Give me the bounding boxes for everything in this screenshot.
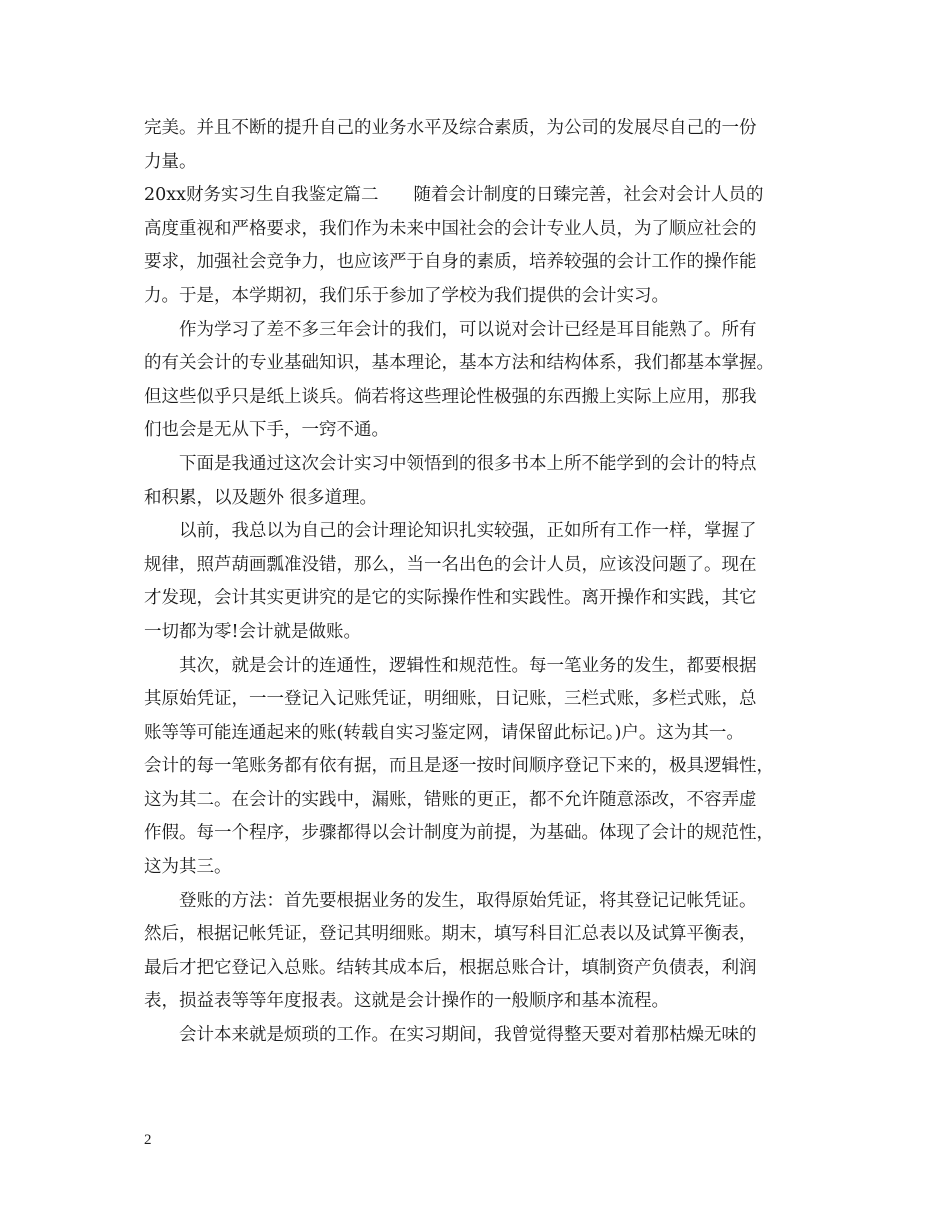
- text-line: 最后才把它登记入总账。结转其成本后，根据总账合计，填制资产负债表，利润: [144, 957, 757, 978]
- text-line: 作为学习了差不多三年会计的我们，可以说对会计已经是耳目能熟了。所有: [144, 319, 757, 340]
- text-line: 这为其二。在会计的实践中，漏账，错账的更正，都不允许随意添改，不容弄虚: [144, 789, 757, 810]
- text-line: 会计本来就是烦琐的工作。在实习期间，我曾觉得整天要对着那枯燥无味的: [144, 1025, 757, 1046]
- text-line: 登账的方法：首先要根据业务的发生，取得原始凭证，将其登记记帐凭证。: [144, 890, 757, 911]
- text-line: 然后，根据记帐凭证，登记其明细账。期末，填写科目汇总表以及试算平衡表，: [144, 924, 757, 945]
- text-line: 作假。每一个程序，步骤都得以会计制度为前提，为基础。体现了会计的规范性，: [144, 823, 774, 844]
- text-line: 下面是我通过这次会计实习中领悟到的很多书本上所不能学到的会计的特点: [144, 453, 757, 474]
- text-line: 以前，我总以为自己的会计理论知识扎实较强，正如所有工作一样，掌握了: [144, 521, 757, 542]
- text-line: 完美。并且不断的提升自己的业务水平及综合素质，为公司的发展尽自己的一份: [144, 118, 757, 138]
- text-line: 的有关会计的专业基础知识，基本理论，基本方法和结构体系，我们都基本掌握。: [144, 353, 774, 374]
- text-line: 高度重视和严格要求，我们作为未来中国社会的会计专业人员，为了顺应社会的: [144, 218, 757, 239]
- text-line: 要求，加强社会竞争力，也应该严于自身的素质，培养较强的会计工作的操作能: [144, 252, 757, 273]
- text-line: 这为其三。: [144, 857, 232, 878]
- text-line: 表，损益表等等年度报表。这就是会计操作的一般顺序和基本流程。: [144, 991, 669, 1012]
- text-line: 但这些似乎只是纸上谈兵。倘若将这些理论性极强的东西搬上实际上应用，那我: [144, 386, 757, 407]
- text-line: 规律，照芦葫画瓢准没错，那么，当一名出色的会计人员，应该没问题了。现在: [144, 554, 757, 575]
- text-line: 账等等可能连通起来的账(转载自实习鉴定网，请保留此标记。)户。这为其一。: [144, 722, 744, 743]
- text-line: 力量。: [144, 151, 197, 172]
- text-line: 力。于是，本学期初，我们乐于参加了学校为我们提供的会计实习。: [144, 285, 669, 306]
- text-line: 和积累，以及题外 很多道理。: [144, 487, 378, 508]
- text-line: 其次，就是会计的连通性，逻辑性和规范性。每一笔业务的发生，都要根据: [144, 655, 757, 676]
- text-line: 会计的每一笔账务都有依有据，而且是逐一按时间顺序登记下来的，极具逻辑性，: [144, 756, 774, 777]
- text-line: 一切都为零!会计就是做账。: [144, 621, 362, 642]
- text-line: 们也会是无从下手，一窍不通。: [144, 420, 389, 441]
- text-line: 20xx财务实习生自我鉴定篇二 随着会计制度的日臻完善，社会对会计人员的: [144, 185, 764, 206]
- page-number: 2: [144, 1132, 152, 1148]
- text-line: 其原始凭证，一一登记入记账凭证，明细账，日记账，三栏式账，多栏式账，总: [144, 689, 757, 710]
- text-line: 才发现，会计其实更讲究的是它的实际操作性和实践性。离开操作和实践，其它: [144, 588, 757, 609]
- body-text: [144, 112, 820, 1053]
